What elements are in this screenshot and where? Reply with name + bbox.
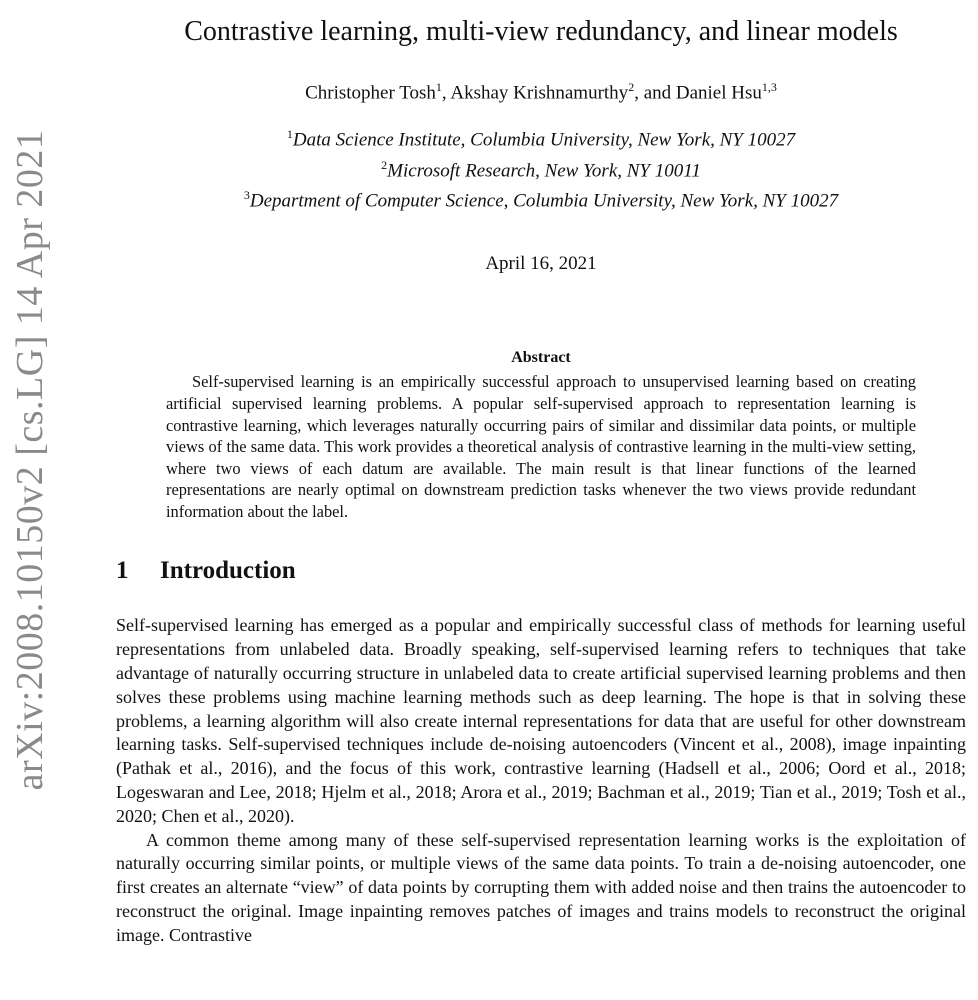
section-number: 1 [116, 557, 129, 585]
paper-title: Contrastive learning, multi-view redundancy, and linear models [184, 16, 898, 47]
section-title: Introduction [160, 557, 296, 585]
arxiv-identifier: arXiv:2008.10150v2 [cs.LG] 14 Apr 2021 [9, 129, 51, 791]
affiliation-mark: 2 [381, 157, 388, 172]
affiliation-text: Data Science Institute, Columbia University, New York, NY 10027 [292, 129, 796, 151]
affiliation [116, 153, 966, 183]
body-paragraph: Self-supervised learning has emerged as a popular and empirically successful class of methods for learning useful representations from unlabeled data. Broadly speaking, self-supervised learning refers to techniques that take advantage of naturally occurring structure in unlabeled data to create artificial supervised learning problems and then solves these problems using machine learning methods such as deep learning. The hope is that in solving these problems, a learning algorithm will also create internal representations for data that are useful for other downstream learning tasks. Self-supervised techniques include de-noising autoencoders (Vincent et al., 2008), image inpainting (Pathak et al., 2016), and the focus of this work, contrastive learning (Hadsell et al., 2006; Oord et al., 2018; Logeswaran and Lee, 2018; Hjelm et al., 2018; Arora et al., 2019; Bachman et al., 2019; Tian et al., 2019; Tosh et al., 2020; Chen et al., 2020). [116, 615, 966, 826]
affiliation-mark: 1 [286, 127, 293, 142]
affiliation-text: Department of Computer Science, Columbia University, New York, NY 10027 [249, 190, 839, 212]
abstract-heading: Abstract [511, 349, 571, 367]
section-heading [116, 556, 966, 586]
body-paragraph: A common theme among many of these self-supervised representation learning works is the exploitation of naturally occurring similar points, or multiple views of the same data points. To train a de-noising autoencoder, one first creates an alternate “view” of data points by corrupting them with added noise and then trains the autoencoder to reconstruct the original. Image inpainting removes patches of images and trains models to reconstruct the original image. Contrastive [116, 829, 966, 945]
author-name: Christopher Tosh [305, 82, 436, 104]
author-name: Daniel Hsu [675, 82, 762, 104]
affiliation [116, 122, 966, 152]
author-affiliation-mark: 1 [435, 80, 442, 94]
author-affiliation-mark: 1,3 [761, 80, 777, 94]
author-affiliation-mark: 2 [628, 80, 635, 94]
author-separator: , and [634, 82, 676, 104]
affiliation [116, 183, 966, 213]
arxiv-stamp [0, 129, 60, 791]
paper-date: April 16, 2021 [485, 253, 597, 275]
affiliation-list [116, 122, 966, 213]
abstract-body: Self-supervised learning is an empirically successful approach to unsupervised learning based on creating artificial supervised learning problems. A popular self-supervised approach to representation learning is contrastive learning, which leverages naturally occurring pairs of similar and dissimilar data points, or multiple views of the same data. This work provides a theoretical analysis of contrastive learning in the multi-view setting, where two views of each datum are available. The main result is that linear functions of the learned representations are nearly optimal on downstream prediction tasks whenever the two views provide redundant information about the label. [166, 372, 916, 521]
author-separator: , [441, 82, 451, 104]
author-list [116, 74, 966, 106]
paper-page [116, 0, 966, 948]
affiliation-text: Microsoft Research, New York, NY 10011 [387, 159, 701, 181]
author-name: Akshay Krishnamurthy [450, 82, 629, 104]
affiliation-mark: 3 [243, 187, 250, 202]
